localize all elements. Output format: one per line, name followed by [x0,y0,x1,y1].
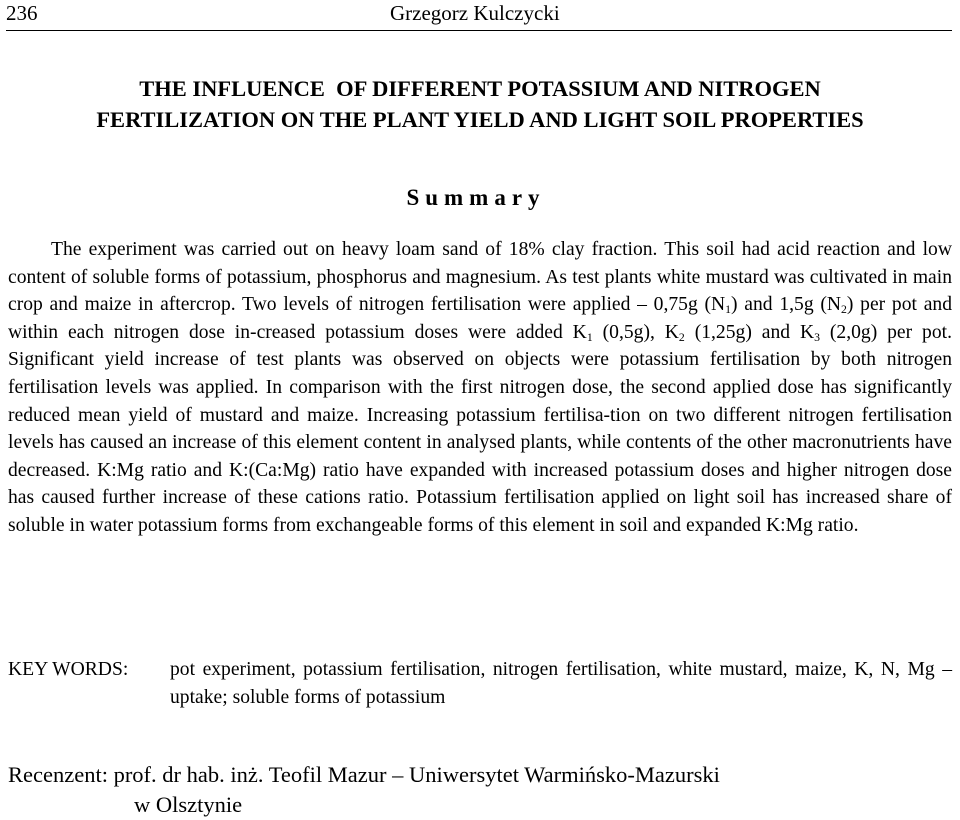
subscript-k1: 1 [586,330,593,344]
reviewer-line-1: Recenzent: prof. dr hab. inż. Teofil Mazur – Uniwersytet Warmińsko-Mazurski [8,762,720,787]
subscript-k3: 3 [814,330,820,344]
summary-text-6: (2,0g) per pot. Significant yield increase of test plants was observed on objects were potassium fertilisation by both nitrogen fertilisation levels was applied. In comparison with the first nitrogen dose, the second applied dose has significantly reduced mean yield of mustard and maize. Increasing potassium fertilisa-tion on two different nitrogen fertilisation levels has caused an increase of this element content in analysed plants, while contents of the other macronutrients have decreased. K:Mg ratio and K:(Ca:Mg) ratio have expanded with increased potassium doses and higher nitrogen dose has caused further increase of these cations ratio. Potassium fertilisation applied on light soil has increased share of soluble in water potassium forms from exchangeable forms of this element in soil and expanded K:Mg ratio. [8,321,952,536]
reviewer-block [8,760,952,820]
article-title-line-2: FERTILIZATION ON THE PLANT YIELD AND LIGHT SOIL PROPERTIES [96,107,864,132]
subscript-n2: 2 [841,303,847,317]
page-number: 236 [6,1,38,25]
summary-text-1: The experiment was carried out on heavy loam sand of 18% clay fraction. This soil had acid reaction and low content of soluble forms of potassium, phosphorus and magnesium. As test plants white mustard was cultivated in main crop and maize in aftercrop. Two levels of nitrogen fertilisation were applied – 0,75g (N [8,239,952,316]
summary-text-4: (0,5g), K [592,321,679,343]
subscript-k2: 2 [678,330,685,344]
summary-paragraph [8,236,952,540]
article-title-line-1: THE INFLUENCE OF DIFFERENT POTASSIUM AND NITROGEN [139,76,821,101]
summary-text-5: (1,25g) and K [684,321,815,343]
article-title [0,73,960,135]
summary-text-3: ) per pot and within each nitrogen dose in-creased potassium doses were added K [8,294,953,343]
keywords-label: KEY WORDS: [8,659,129,680]
keywords-text: pot experiment, potassium fertilisation, nitrogen fertilisation, white mustard, maize, K, N, Mg – uptake; soluble forms of potassium [170,659,952,708]
summary-heading: Summary [406,185,546,210]
running-head-author: Grzegorz Kulczycki [390,1,560,25]
running-header [6,0,952,31]
summary-text-2: ) and 1,5g (N [731,294,842,316]
reviewer-line-2: w Olsztynie [134,792,243,817]
subscript-n1: 1 [725,303,732,317]
